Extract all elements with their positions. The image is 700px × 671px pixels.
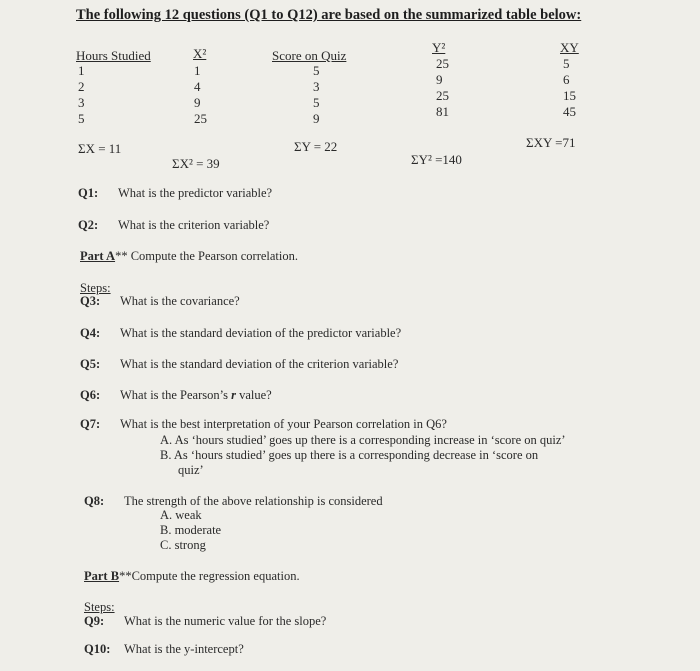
question-text: What is the Pearson’s (120, 388, 232, 402)
table-cell: 5 (313, 63, 320, 78)
table-cell: 25 (436, 88, 449, 103)
q7-option-b-continued: quiz’ (178, 463, 204, 477)
table-cell: 3 (313, 79, 320, 94)
table-cell: 1 (194, 63, 201, 78)
question-number: Q3: (80, 294, 101, 308)
sum-xy: ΣXY =71 (526, 135, 576, 150)
header-score-on-quiz: Score on Quiz (272, 48, 347, 63)
table-cell: 25 (436, 56, 449, 71)
question-5 (80, 357, 398, 372)
question-7 (80, 417, 447, 432)
q8-option-a: A. weak (160, 508, 202, 522)
pearson-r-symbol: r (231, 388, 236, 402)
question-text: What is the numeric value for the slope? (124, 614, 327, 628)
question-9 (84, 614, 326, 629)
question-text: What is the predictor variable? (118, 186, 273, 200)
header-xy: XY (560, 40, 579, 55)
column-score (313, 63, 320, 127)
table-cell: 4 (194, 79, 201, 94)
question-text: What is the y-intercept? (124, 642, 244, 656)
part-a-instruction: ** Compute the Pearson correlation. (115, 249, 299, 263)
question-text: The strength of the above relationship is considered (124, 494, 383, 508)
sum-y: ΣY = 22 (294, 139, 338, 154)
table-cell: 15 (563, 88, 576, 103)
question-number: Q9: (84, 614, 105, 628)
part-a-label: Part A (80, 249, 116, 263)
q8-option-c: C. strong (160, 538, 206, 552)
question-8 (84, 494, 383, 509)
table-cell: 5 (563, 56, 570, 71)
table-cell: 9 (436, 72, 443, 87)
part-b-label: Part B (84, 569, 120, 583)
q7-option-b: B. As ‘hours studied’ goes up there is a corresponding decrease in ‘score on (160, 448, 539, 462)
question-number: Q8: (84, 494, 105, 508)
question-4 (80, 326, 401, 341)
table-cell: 9 (194, 95, 201, 110)
header-x-squared: X² (193, 46, 207, 61)
question-number: Q7: (80, 417, 101, 431)
sum-y-squared: ΣY² =140 (411, 152, 462, 167)
table-cell: 81 (436, 104, 449, 119)
steps-b-label: Steps: (84, 600, 115, 614)
table-cell: 6 (563, 72, 570, 87)
table-cell: 5 (313, 95, 320, 110)
column-hours (78, 63, 85, 127)
column-x-squared (194, 63, 207, 127)
table-cell: 1 (78, 63, 85, 78)
sum-x: ΣX = 11 (78, 141, 122, 156)
question-number: Q10: (84, 642, 111, 656)
table-cell: 25 (194, 111, 207, 126)
table-cell: 2 (78, 79, 85, 94)
question-text: What is the criterion variable? (118, 218, 270, 232)
column-xy (563, 56, 576, 120)
part-b-heading (84, 569, 300, 584)
part-a-heading (80, 249, 298, 264)
question-text: What is the covariance? (120, 294, 240, 308)
table-cell: 45 (563, 104, 576, 119)
question-text-end: value? (235, 388, 272, 402)
column-y-squared (436, 56, 449, 120)
part-b-instruction: **Compute the regression equation. (119, 569, 300, 583)
sum-x-squared: ΣX² = 39 (172, 156, 220, 171)
question-number: Q5: (80, 357, 101, 371)
question-number: Q2: (78, 218, 99, 232)
header-y-squared: Y² (432, 40, 446, 55)
table-cell: 3 (78, 95, 85, 110)
question-text: What is the standard deviation of the criterion variable? (120, 357, 399, 371)
table-cell: 9 (313, 111, 320, 126)
question-number: Q6: (80, 388, 101, 402)
question-1 (78, 186, 272, 201)
question-2 (78, 218, 269, 233)
question-3 (80, 294, 240, 309)
question-number: Q4: (80, 326, 101, 340)
page-title: The following 12 questions (Q1 to Q12) are based on the summarized table below: (76, 7, 582, 23)
q7-option-a: A. As ‘hours studied’ goes up there is a corresponding increase in ‘score on quiz’ (160, 433, 566, 447)
table-cell: 5 (78, 111, 85, 126)
steps-a-label: Steps: (80, 281, 111, 295)
q8-option-b: B. moderate (160, 523, 222, 537)
question-10 (84, 642, 244, 657)
header-hours-studied: Hours Studied (76, 48, 151, 63)
question-text: What is the standard deviation of the predictor variable? (120, 326, 402, 340)
question-text: What is the best interpretation of your Pearson correlation in Q6? (120, 417, 447, 431)
question-6 (80, 388, 272, 403)
question-number: Q1: (78, 186, 99, 200)
